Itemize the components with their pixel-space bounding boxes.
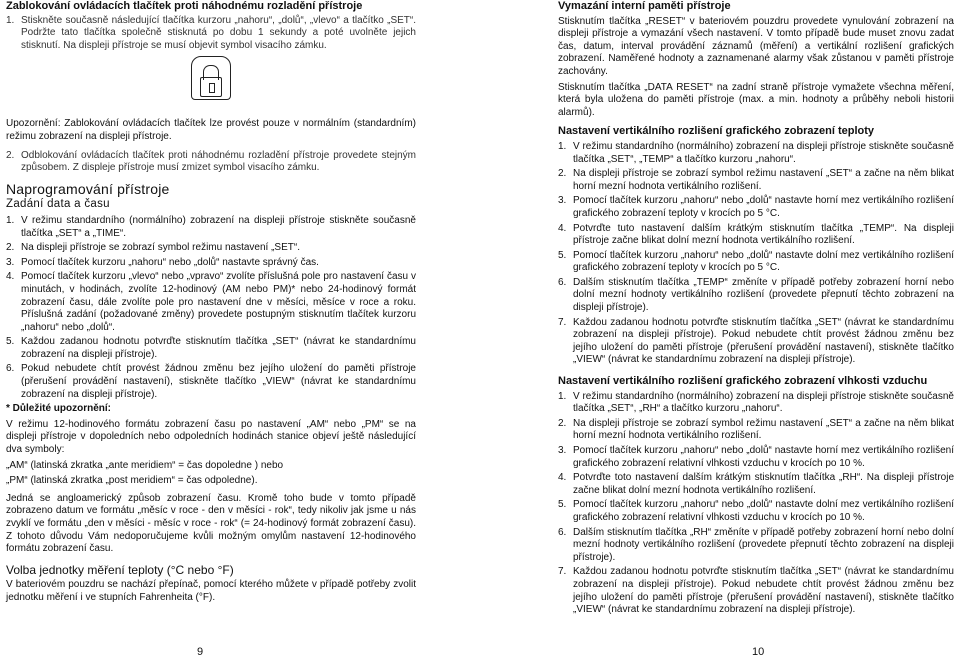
temp-step-6: 6. Dalším stisknutím tlačítka „TEMP“ změníte v případě potřeby zobrazení horní nebo dolní mezní hodnoty vertikálního rozlišení (provedete přepnutí těchto zobrazení na displeji přístroje). <box>558 276 954 314</box>
important-note-title: * Důležité upozornění: <box>6 403 111 415</box>
unlock-step-list <box>6 150 416 175</box>
unit-heading: Volba jednotky měření teploty (°C nebo °F) <box>6 562 234 577</box>
padlock-icon <box>191 56 231 100</box>
humidity-step-1: 1. V režimu standardního (normálního) zobrazení na displeji přístroje stiskněte současně tlačítka „SET“, „RH“ a tlačítko kurzoru „nahoru“. <box>558 390 954 415</box>
humidity-resolution-heading: Nastavení vertikálního rozlišení grafického zobrazení vlhkosti vzduchu <box>558 375 928 388</box>
pm-line: „PM“ (latinská zkratka „post meridiem“ = čas odpoledne). <box>6 475 258 487</box>
page-number-left: 9 <box>197 646 204 658</box>
temp-step-list <box>558 141 954 367</box>
left-column <box>6 0 416 608</box>
humidity-step-4: 4. Potvrďte toto nastavení dalším krátkým stisknutím tlačítka „RH“. Na displeji přístroje začne blikat dolní mezní hodnota vertikálního rozlišení. <box>558 472 954 496</box>
lock-symbol-figure <box>6 56 416 100</box>
lock-section-heading: Zablokování ovládacích tlačítek proti náhodnému rozladění přístroje <box>6 0 363 12</box>
reset-text: Stisknutím tlačítka „RESET“ v bateriovém pouzdru provedete vynulování zobrazení na displeji přístroje a vymazání všech nastavení. V tomto případě bude muset znovu zadat čas, datum, interval provádění záznamů (měření) a vertikální rozlišení grafických zobrazení. Naměřené hodnoty a zaznamenané alarmy však zůstanou v paměti přístroje zachovány. <box>558 15 954 77</box>
humidity-step-6: 6. Dalším stisknutím tlačítka „RH“ změníte v případě potřeby zobrazení horní nebo dolní mezní hodnoty vertikálního rozlišení (provedete přepnutí těchto zobrazení na displeji přístroje). <box>558 526 954 563</box>
temp-step-5: 5. Pomocí tlačítek kurzoru „nahoru“ nebo „dolů“ nastavte dolní mez vertikálního rozlišení grafického zobrazení teploty v krocích po 5 °C. <box>558 249 954 274</box>
date-step-4: 4. Pomocí tlačítek kurzoru „vlevo“ nebo „vpravo“ zvolíte příslušná pole pro nastavení času v minutách, v hodinách, zvolíte 12-hodinový (AM nebo PM)* nebo 24-hodinový formát zobrazení času, dále zvolíte pole pro nastavení dne v měsíci, měsíce v roce a roku. Příslušná zadání (požadované změny) provedete postupným stisknutím tlačítek kurzoru „nahoru“ nebo „dolů“. <box>6 271 416 333</box>
page-number-right: 10 <box>752 646 765 658</box>
important-note-text: V režimu 12-hodinového formátu zobrazení času po nastavení „AM“ nebo „PM“ se na displeji přístroje v dopoledních nebo odpoledních hodinách stanice objeví ještě následující dva symboly: <box>6 418 416 456</box>
format-explanation: Jedná se angloamerický způsob zobrazení času. Kromě toho bude v tomto případě zobrazeno datum ve formátu „měsíc v roce - den v měsíci - rok“, tedy nikoliv jak jsme u nás zvyklí ve formátu „den v měsíci - měsíc v roce - rok“ (= 24-hodinový formát zobrazení času). Z tohoto důvodu Vám nedoporučujeme kvůli možným omylům nastavení 12-hodinového formátu zobrazení času. <box>6 492 416 555</box>
programming-heading: Naprogramování přístroje <box>6 180 170 197</box>
date-time-step-list <box>6 215 416 401</box>
humidity-step-2: 2. Na displeji přístroje se zobrazí symbol režimu nastavení „SET“ a začne na něm blikat horní mezní hodnota vertikálního rozlišení. <box>558 417 954 442</box>
unit-text: V bateriovém pouzdru se nachází přepínač, pomocí kterého můžete v případě potřeby zvolit jednotku měření i ve stupních Fahrenheita (°F). <box>6 579 416 603</box>
warning-note: Upozornění: Zablokování ovládacích tlačítek lze provést pouze v normálním (standardním) režimu zobrazení na displeji přístroje. <box>6 118 416 142</box>
temp-resolution-heading: Nastavení vertikálního rozlišení grafického zobrazení teploty <box>558 125 875 138</box>
date-step-6: 6. Pokud nebudete chtít provést žádnou změnu bez jejího uložení do paměti přístroje (přerušení provádění nastavení), stiskněte tlačítko „VIEW“ (návrat ke standardnímu zobrazení na displeji přístroje). <box>6 363 416 400</box>
temp-step-4: 4. Potvrďte tuto nastavení dalším krátkým stisknutím tlačítka „TEMP“. Na displeji přístroje začne blikat dolní mezní hodnota vertikálního rozlišení. <box>558 222 954 247</box>
right-column <box>558 0 954 619</box>
date-step-2: 2. Na displeji přístroje se zobrazí symbol režimu nastavení „SET“. <box>6 242 300 254</box>
humidity-step-3: 3. Pomocí tlačítek kurzoru „nahoru“ nebo „dolů“ nastavte horní mez vertikálního rozlišení grafického zobrazení relativní vlhkosti vzduchu v krocích po 10 %. <box>558 445 954 469</box>
temp-step-7: 7. Každou zadanou hodnotu potvrďte stisknutím tlačítka „SET“ (návrat ke standardnímu zobrazení na displeji přístroje). Pokud nebudete chtít provést žádnou změnu bez jejího uložení do paměti přístroje (přerušení provádění nastavení), stiskněte tlačítko „VIEW“ (návrat ke standardnímu zobrazení na displeji přístroje). <box>558 316 954 366</box>
lock-step-list <box>6 15 416 53</box>
temp-step-3: 3. Pomocí tlačítek kurzoru „nahoru“ nebo „dolů“ nastavte horní mez vertikálního rozlišení grafického zobrazení teploty v krocích po 5 °C. <box>558 195 954 219</box>
am-line: „AM“ (latinská zkratka „ante meridiem“ = čas dopoledne ) nebo <box>6 459 284 471</box>
data-reset-text: Stisknutím tlačítka „DATA RESET“ na zadní straně přístroje vymažete všechna měření, která byla uložena do paměti přístroje (max. a min. hodnoty a průběhy neboli historii alarmů). <box>558 81 954 118</box>
date-step-1: 1. V režimu standardního (normálního) zobrazení na displeji přístroje stiskněte současně tlačítka „SET“ a „TIME“. <box>6 214 416 239</box>
date-time-heading: Zadání data a času <box>6 198 110 211</box>
lock-step-2: 2. Odblokování ovládacích tlačítek proti náhodnému rozladění přístroje provedete stejným způsobem. Z displeje přístroje musí zmizet symbol visacího zámku. <box>6 149 416 174</box>
date-step-5: 5. Každou zadanou hodnotu potvrďte stisknutím tlačítka „SET“ (návrat ke standardnímu zobrazení na displeji přístroje). <box>6 336 416 360</box>
humidity-step-7: 7. Každou zadanou hodnotu potvrďte stisknutím tlačítka „SET“ (návrat ke standardnímu zobrazení na displeji přístroje). Pokud nebudete chtít provést žádnou změnu bez jejího uložení do paměti přístroje (přerušení provádění nastavení), stiskněte tlačítko „VIEW“ (návrat ke standardnímu zobrazení na displeji přístroje). <box>558 566 954 616</box>
humidity-step-list <box>558 391 954 617</box>
humidity-step-5: 5. Pomocí tlačítek kurzoru „nahoru“ nebo „dolů“ nastavte dolní mez vertikálního rozlišení grafického zobrazení relativní vlhkosti vzduchu v krocích po 10 %. <box>558 499 954 523</box>
date-step-3: 3. Pomocí tlačítek kurzoru „nahoru“ nebo „dolů“ nastavte správný čas. <box>6 256 319 268</box>
memory-heading: Vymazání interní paměti přístroje <box>558 0 731 12</box>
lock-step-1: 1. Stiskněte současně následující tlačítka kurzoru „nahoru“, „dolů“, „vlevo“ a tlačítko „SET“. Podržte tato tlačítka společně stisknutá po dobu 1 sekundy a poté uvolněte jejich stisknutí. Na displeji přístroje se musí objevit symbol visacího zámku. <box>6 14 416 51</box>
temp-step-2: 2. Na displeji přístroje se zobrazí symbol režimu nastavení „SET“ a začne na něm blikat horní mezní hodnota vertikálního rozlišení. <box>558 168 954 192</box>
temp-step-1: 1. V režimu standardního (normálního) zobrazení na displeji přístroje stiskněte současně tlačítka „SET“, „TEMP“ a tlačítko kurzoru „nahoru“. <box>558 140 954 165</box>
